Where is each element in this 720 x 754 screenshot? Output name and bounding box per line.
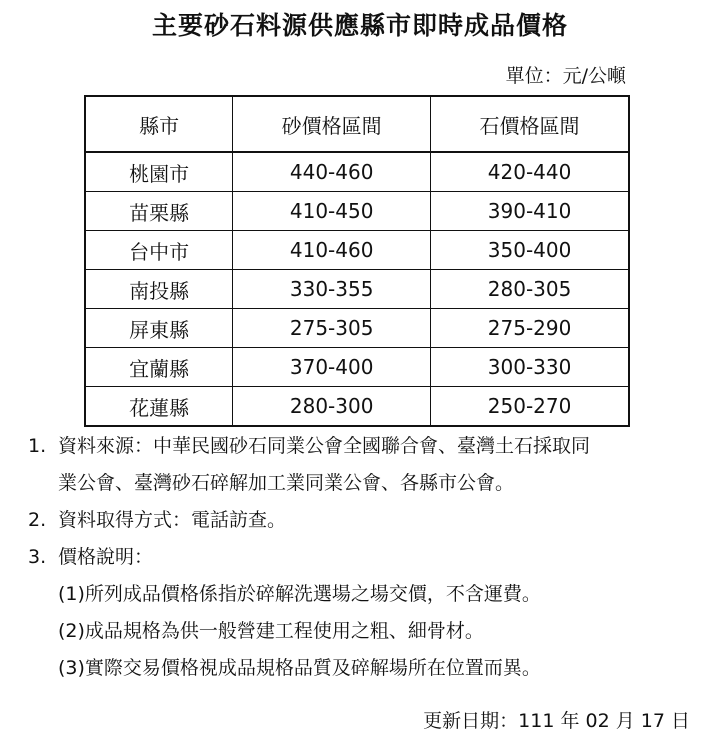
cell-county: 台中市 [85, 231, 233, 270]
cell-county: 南投縣 [85, 270, 233, 309]
table-row [85, 348, 629, 387]
table-row [85, 270, 629, 309]
cell-stone-price: 390-410 [431, 192, 629, 231]
price-table [84, 95, 630, 427]
cell-stone-price: 280-305 [431, 270, 629, 309]
note-text: 資料取得方式：電話訪查。 [58, 509, 287, 531]
unit-label: 單位：元/公噸 [505, 65, 626, 87]
header-stone-price: 石價格區間 [431, 96, 629, 152]
note-number: 1. [28, 435, 47, 457]
note-sub-item: (1)所列成品價格係指於碎解洗選場之場交價，不含運費。 [58, 583, 541, 605]
note-text [58, 428, 708, 502]
note-source-line2: 業公會、臺灣砂石碎解加工業同業公會、各縣市公會。 [58, 472, 515, 494]
note-text: 價格說明： [58, 546, 154, 568]
header-county: 縣市 [85, 96, 233, 152]
note-number: 2. [28, 509, 47, 531]
cell-sand-price: 440-460 [233, 152, 431, 192]
cell-stone-price: 300-330 [431, 348, 629, 387]
cell-county: 花蓮縣 [85, 387, 233, 427]
note-method [28, 502, 708, 539]
cell-county: 屏東縣 [85, 309, 233, 348]
note-source-line1: 資料來源：中華民國砂石同業公會全國聯合會、臺灣土石採取同 [58, 435, 591, 457]
table-row [85, 309, 629, 348]
page-title: 主要砂石料源供應縣市即時成品價格 [151, 11, 568, 40]
header-sand-price: 砂價格區間 [233, 96, 431, 152]
cell-sand-price: 410-460 [233, 231, 431, 270]
table-row [85, 387, 629, 427]
cell-county: 桃園市 [85, 152, 233, 192]
cell-sand-price: 370-400 [233, 348, 431, 387]
cell-sand-price: 410-450 [233, 192, 431, 231]
cell-sand-price: 280-300 [233, 387, 431, 427]
cell-stone-price: 250-270 [431, 387, 629, 427]
table-row [85, 152, 629, 192]
cell-county: 宜蘭縣 [85, 348, 233, 387]
update-date: 更新日期：111 年 02 月 17 日 [423, 710, 690, 732]
table-row [85, 231, 629, 270]
table-header-row [85, 96, 629, 152]
cell-stone-price: 350-400 [431, 231, 629, 270]
cell-sand-price: 330-355 [233, 270, 431, 309]
cell-county: 苗栗縣 [85, 192, 233, 231]
cell-stone-price: 420-440 [431, 152, 629, 192]
note-sub-item: (2)成品規格為供一般營建工程使用之粗、細骨材。 [58, 620, 484, 642]
table-row [85, 192, 629, 231]
note-source [28, 428, 708, 502]
note-number: 3. [28, 546, 47, 568]
note-sub-item: (3)實際交易價格視成品規格品質及碎解場所在位置而異。 [58, 657, 541, 679]
note-price-explanation [28, 539, 708, 576]
notes-section [28, 428, 708, 687]
cell-stone-price: 275-290 [431, 309, 629, 348]
cell-sand-price: 275-305 [233, 309, 431, 348]
